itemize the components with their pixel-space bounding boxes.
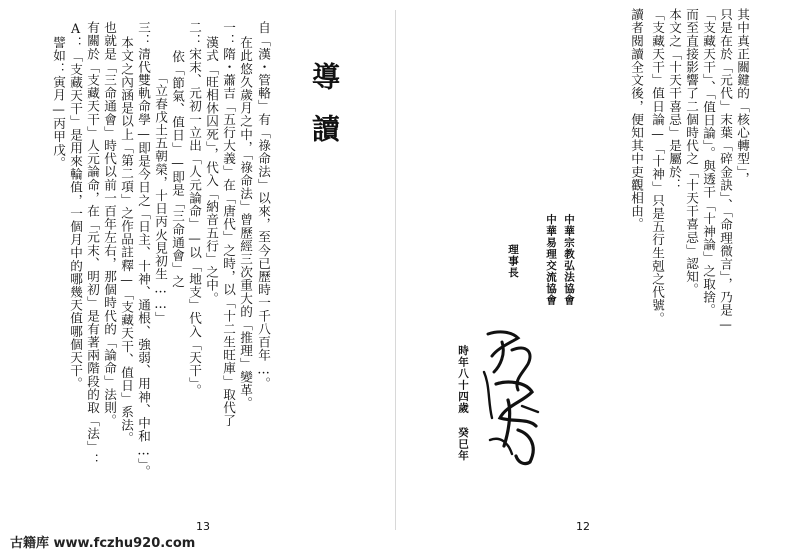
text-column: 「支藏天干」值日論—「十神」只是五行生剋之代號。 (650, 8, 665, 325)
text-column: 在此悠久歲月之中，「祿命法」曾歷經三次重大的「推理」變革。 (238, 36, 253, 410)
text-column: 讀者閱讀全文後，便知其中吏觀相由。 (629, 8, 644, 231)
page-title: 導讀 (308, 62, 341, 166)
page-number: 12 (576, 520, 590, 533)
text-column: 譬如：寅月—丙甲戊。 (51, 36, 66, 170)
organization-name: 中華易理交流協會 (545, 214, 557, 306)
text-column: 漢式「旺相休囚死」，代入「納音五行」之中。 (204, 36, 219, 305)
text-column: 有關於「支藏天干」人元論命，在「元末、明初」是有著兩階段的取「法」： (85, 21, 100, 467)
text-column: 本文之「十天干喜忌」是屬於： (667, 8, 682, 192)
text-column: 其中真正關鍵的「核心轉型」， (735, 8, 750, 186)
text-column: A：「支藏天干」是用來輪值，一個月中的哪幾天值哪個天干。 (68, 21, 83, 391)
text-column: 二：宋末、元初一立出「人元論命」—以「地支」代入「天干」。 (187, 21, 202, 397)
text-column: 也就是「三命通會」時代以前一百年左右，那個時代的「論命」法則。 (102, 21, 117, 428)
handwritten-signature (478, 322, 548, 472)
text-column: 只是在於「元代」末葉「碎金訣」、「命理微言」，乃是— (718, 8, 733, 333)
text-column: 而至直接影響了二個時代之「十天干喜忌」認知。 (684, 8, 699, 297)
signature-date: 時年八十四歲 癸巳年 (457, 345, 469, 462)
signatory-role: 理事長 (507, 244, 519, 279)
text-column: 依「節氣、值日」—即是「三命通會」之 (170, 50, 185, 289)
text-column: 「支藏天干」、「值日論」。與透干「十神論」之取捨。 (701, 8, 716, 317)
text-column: 「立春戊土五朝榮，十日丙火見初生……」 (153, 71, 168, 325)
organization-name: 中華宗教弘法協會 (563, 214, 575, 306)
text-column: 本文之內涵是以上「第二項」之作品註釋—「支藏天干、值日」系法。 (119, 36, 134, 445)
footer-watermark: 古籍库 www.fczhu920.com (10, 536, 196, 551)
right-page (396, 0, 793, 557)
page-number: 13 (196, 520, 210, 533)
left-page (0, 0, 396, 557)
text-column: 三：清代雙軌命學—即是今日之「日主、十神、通根、強弱、用神、中和…」。 (136, 21, 151, 478)
text-column: 自「漢・管輅」有「祿命法」以來，至今已歷時一千八百年…。 (256, 21, 271, 391)
text-column: 一：隋・蕭吉「五行大義」在「唐代」之時，以「十二生旺庫」取代了 (221, 21, 236, 428)
